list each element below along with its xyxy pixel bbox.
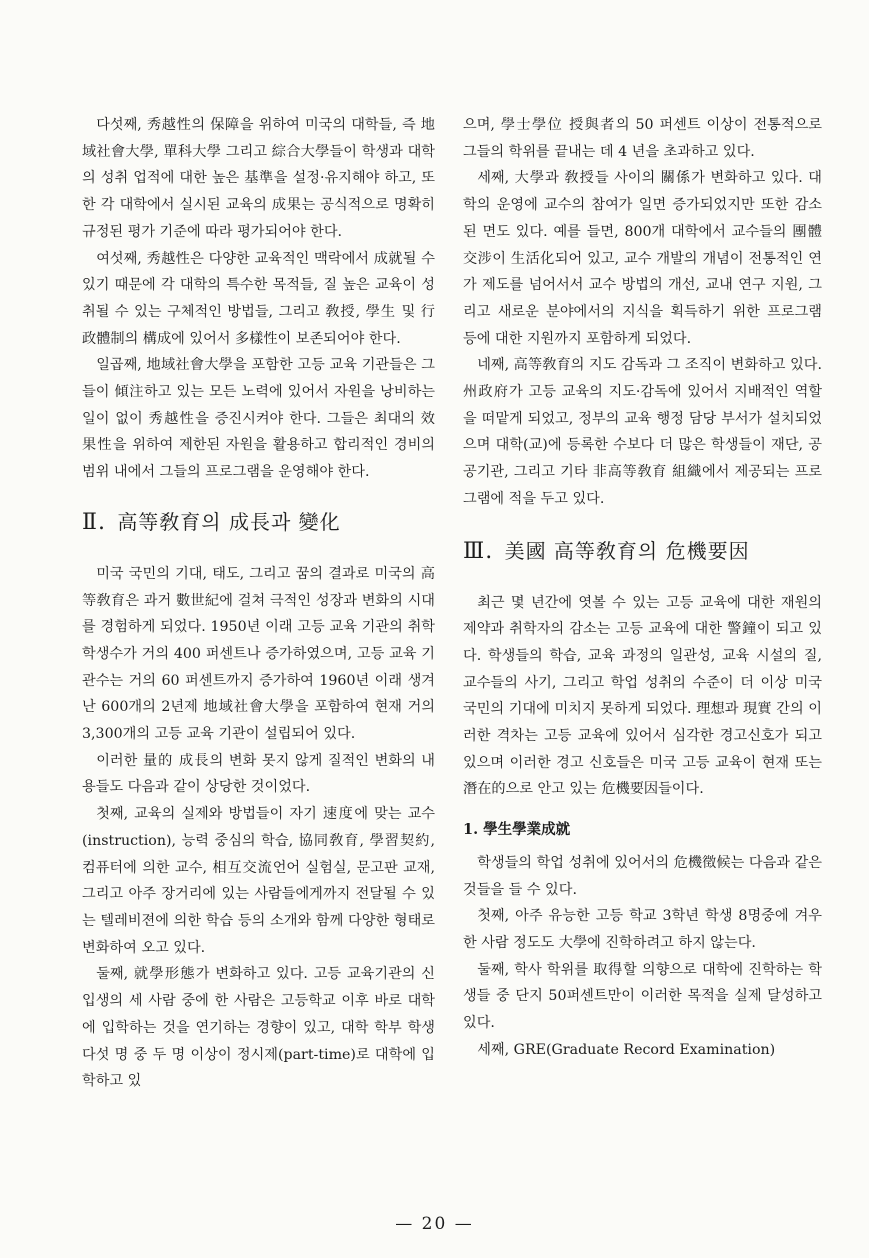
- paragraph-crisis: 최근 몇 년간에 엿볼 수 있는 고등 교육에 대한 재원의 제약과 취학자의 감소는 고등 교육에 대한 警鐘이 되고 있다. 학생들의 학습, 교육 과정의 일관성, 교육 시설의 질, 교수들의 사기, 그리고 학업 성취의 수준이 더 이상 미국 국민의 기대에 미치지 못하게 되었다. 理想과 現實 간의 이러한 격차는 고등 교육에 있어서 심각한 경고신호가 되고 있으며 이러한 경고 신호들은 미국 고등 교육이 현재 또는 潛在的으로 안고 있는 危機要因들이다.: [463, 594, 822, 798]
- section-3-heading: [463, 537, 822, 566]
- paragraph-qualitative: 이러한 量的 成長의 변화 못지 않게 질적인 변화의 내용들도 다음과 같이 상당한 것이었다.: [82, 752, 435, 796]
- subsection-1-heading: 1. 學生學業成就: [463, 821, 571, 839]
- section-2-title: 高等敎育의 成長과 變化: [117, 509, 341, 534]
- paragraph-third-change: 세째, 大學과 敎授들 사이의 關係가 변화하고 있다. 대학의 운영에 교수의 참여가 일면 증가되었지만 또한 감소된 면도 있다. 예를 들면, 800개 대학에서 교수들의 團體交涉이 生活化되어 있고, 교수 개발의 개념이 전통적인 연가 제도를 넘어서서 교수 방법의 개선, 교내 연구 지원, 그리고 새로운 분야에서의 지식을 획득하기 위한 프로그램 등에 대한 지원까지 포함하게 되었다.: [463, 170, 822, 347]
- paragraph-second-change: 둘째, 就學形態가 변화하고 있다. 고등 교육기관의 신입생의 세 사람 중에 한 사람은 고등학교 이후 바로 대학에 입학하는 것을 연기하는 경향이 있고, 대학 학부 학생 다섯 명 중 두 명 이상이 정시제(part-time)로 대학에 입학하고 있: [82, 966, 435, 1090]
- paragraph-symptoms: 학생들의 학업 성취에 있어서의 危機徵候는 다음과 같은 것들을 들 수 있다.: [463, 854, 822, 898]
- page-number: — 20 —: [395, 1214, 474, 1234]
- paragraph-symptom-3: 세째, GRE(Graduate Record Examination): [477, 1041, 776, 1058]
- paragraph-growth: 미국 국민의 기대, 태도, 그리고 꿈의 결과로 미국의 高等敎育은 과거 數世紀에 걸쳐 극적인 성장과 변화의 시대를 경험하게 되었다. 1950년 이래 고등 교육 기관의 취학 학생수가 거의 400 퍼센트나 증가하였으며, 고등 교육 기관수는 거의 60 퍼센트까지 증가하여 1960년 이래 생겨난 600개의 2년제 地域社會大學을 포함하여 현재 거의 3,300개의 고등 교육 기관이 설립되어 있다.: [82, 565, 435, 743]
- section-3-title: 美國 高等敎育의 危機要因: [504, 538, 750, 563]
- section-2-heading: [82, 508, 435, 537]
- paragraph-continuation: 으며, 學士學位 授與者의 50 퍼센트 이상이 전통적으로 그들의 학위를 끝내는 데 4 년을 초과하고 있다.: [463, 117, 822, 160]
- paragraph-fifth: 다섯째, 秀越性의 保障을 위하여 미국의 대학들, 즉 地域社會大學, 單科大學 그리고 綜合大學들이 학생과 대학의 성취 업적에 대한 높은 基準을 설정·유지해야 하고, 또한 각 대학에서 실시된 교육의 成果는 공식적으로 명확히 규정된 평가 기준에 따라 평가되어야 한다.: [82, 117, 435, 240]
- paragraph-fourth-change: 네째, 高等敎育의 지도 감독과 그 조직이 변화하고 있다. 州政府가 고등 교육의 지도·감독에 있어서 지배적인 역할을 떠맡게 되었고, 정부의 교육 행정 담당 부서가 설치되었으며 대학(교)에 등록한 수보다 더 많은 학생들이 재단, 공공기관, 그리고 기타 非高等敎育 組織에서 제공되는 프로그램에 적을 두고 있다.: [463, 357, 822, 507]
- paragraph-sixth: 여섯째, 秀越性은 다양한 교육적인 맥락에서 成就될 수 있기 때문에 각 대학의 특수한 목적들, 질 높은 교육이 성취될 수 있는 구체적인 방법들, 그리고 敎授, 學生 및 行政體制의 構成에 있어서 多樣性이 보존되어야 한다.: [82, 250, 435, 347]
- paragraph-symptom-1: 첫째, 아주 유능한 고등 학교 3학년 학생 8명중에 겨우 한 사람 정도도 大學에 진학하려고 하지 않는다.: [463, 908, 822, 951]
- paragraph-first-change: 첫째, 교육의 실제와 방법들이 자기 速度에 맞는 교수(instruction), 능력 중심의 학습, 協同敎育, 學習契約, 컴퓨터에 의한 교수, 相互交流언어 실험실, 문고판 교재, 그리고 아주 장거리에 있는 사람들에게까지 전달될 수 있는 텔레비젼에 의한 학습 등의 소개와 함께 다양한 형태로 변화하여 오고 있다.: [82, 806, 435, 956]
- paragraph-seventh: 일곱째, 地域社會大學을 포함한 고등 교육 기관들은 그들이 傾注하고 있는 모든 노력에 있어서 자원을 낭비하는 일이 없이 秀越性을 증진시켜야 한다. 그들은 최대의 效果性을 위하여 제한된 자원을 활용하고 합리적인 경비의 범위 내에서 그들의 프로그램을 운영해야 한다.: [82, 357, 435, 481]
- section-3-number: Ⅲ.: [463, 538, 494, 564]
- paragraph-symptom-2: 둘째, 학사 학위를 取得할 의향으로 대학에 진학하는 학생들 중 단지 50퍼센트만이 이러한 목적을 실제 달성하고 있다.: [463, 961, 822, 1032]
- right-column: [463, 112, 822, 1064]
- left-column: [82, 112, 435, 1095]
- section-2-number: Ⅱ.: [82, 509, 106, 535]
